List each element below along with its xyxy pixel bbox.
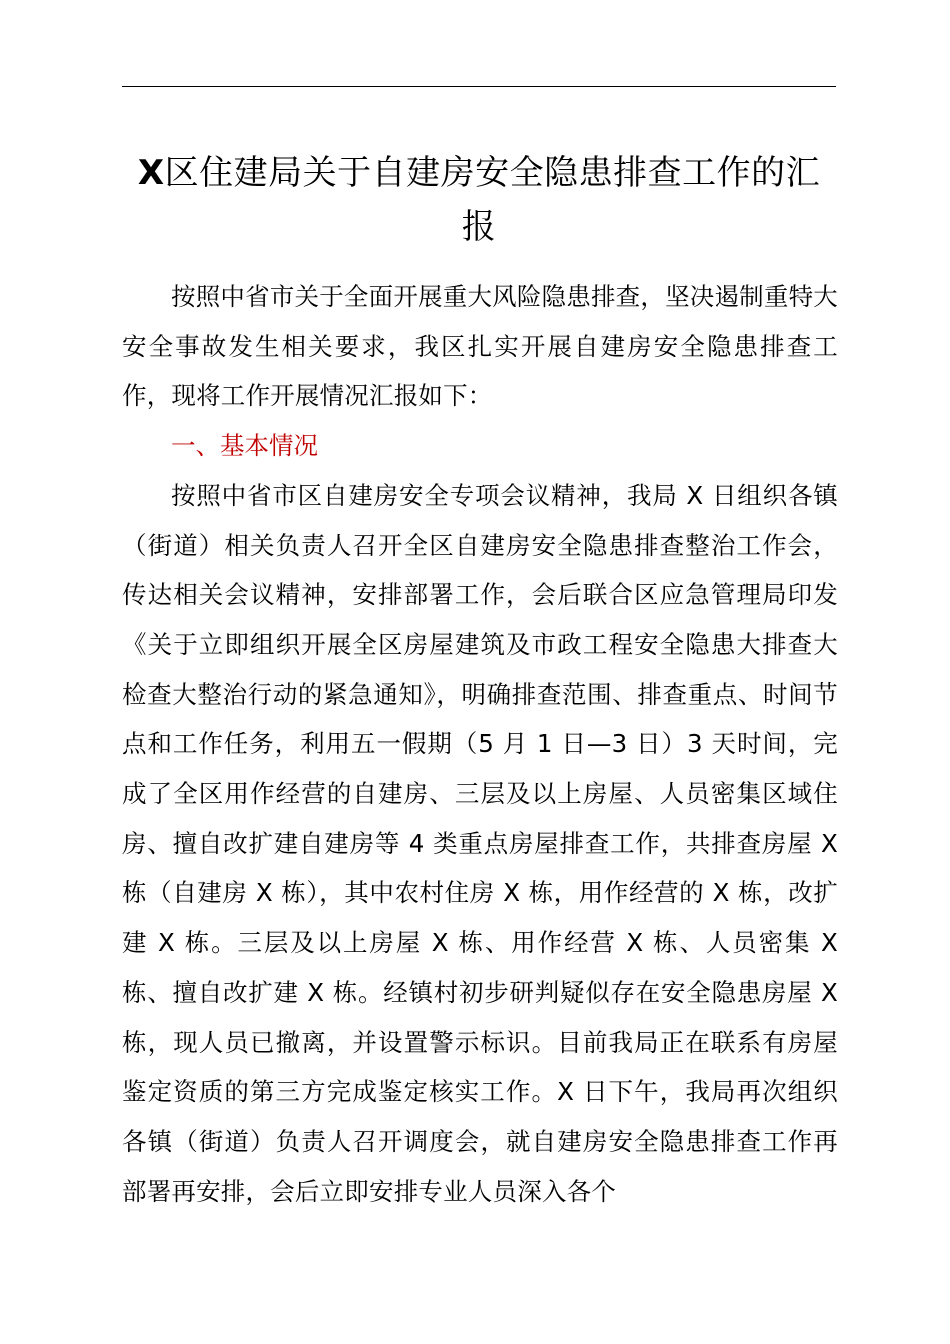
title-district-mark: X	[137, 153, 165, 193]
document-body	[122, 272, 838, 1216]
title-line-1: 区住建局关于自建房安全隐患排查工作的汇	[164, 153, 821, 193]
section-body-paragraph: 按照中省市区自建房安全专项会议精神，我局 X 日组织各镇（街道）相关负责人召开全区自建房安全隐患排查整治工作会，传达相关会议精神，安排部署工作，会后联合区应急管理局印发《关于立即组织开展全区房屋建筑及市政工程安全隐患大排查大检查大整治行动的紧急通知》，明确排查范围、排查重点、时间节点和工作任务，利用五一假期（5 月 1 日—3 日）3 天时间，完成了全区用作经营的自建房、三层及以上房屋、人员密集区域住房、擅自改扩建自建房等 4 类重点房屋排查工作，共排查房屋 X 栋（自建房 X 栋），其中农村住房 X 栋，用作经营的 X 栋，改扩建 X 栋。三层及以上房屋 X 栋、用作经营 X 栋、人员密集 X 栋、擅自改扩建 X 栋。经镇村初步研判疑似存在安全隐患房屋 X 栋，现人员已撤离，并设置警示标识。目前我局正在联系有房屋鉴定资质的第三方完成鉴定核实工作。X 日下午，我局再次组织各镇（街道）负责人召开调度会，就自建房安全隐患排查工作再部署再安排，会后立即安排专业人员深入各个	[122, 480, 838, 1206]
document-title	[122, 146, 836, 254]
header-rule	[122, 86, 836, 87]
section-heading-basic-situation: 一、基本情况	[171, 431, 318, 461]
title-line-2: 报	[461, 207, 497, 247]
intro-paragraph: 按照中省市关于全面开展重大风险隐患排查，坚决遏制重特大安全事故发生相关要求，我区扎实开展自建房安全隐患排查工作，现将工作开展情况汇报如下：	[122, 282, 838, 411]
